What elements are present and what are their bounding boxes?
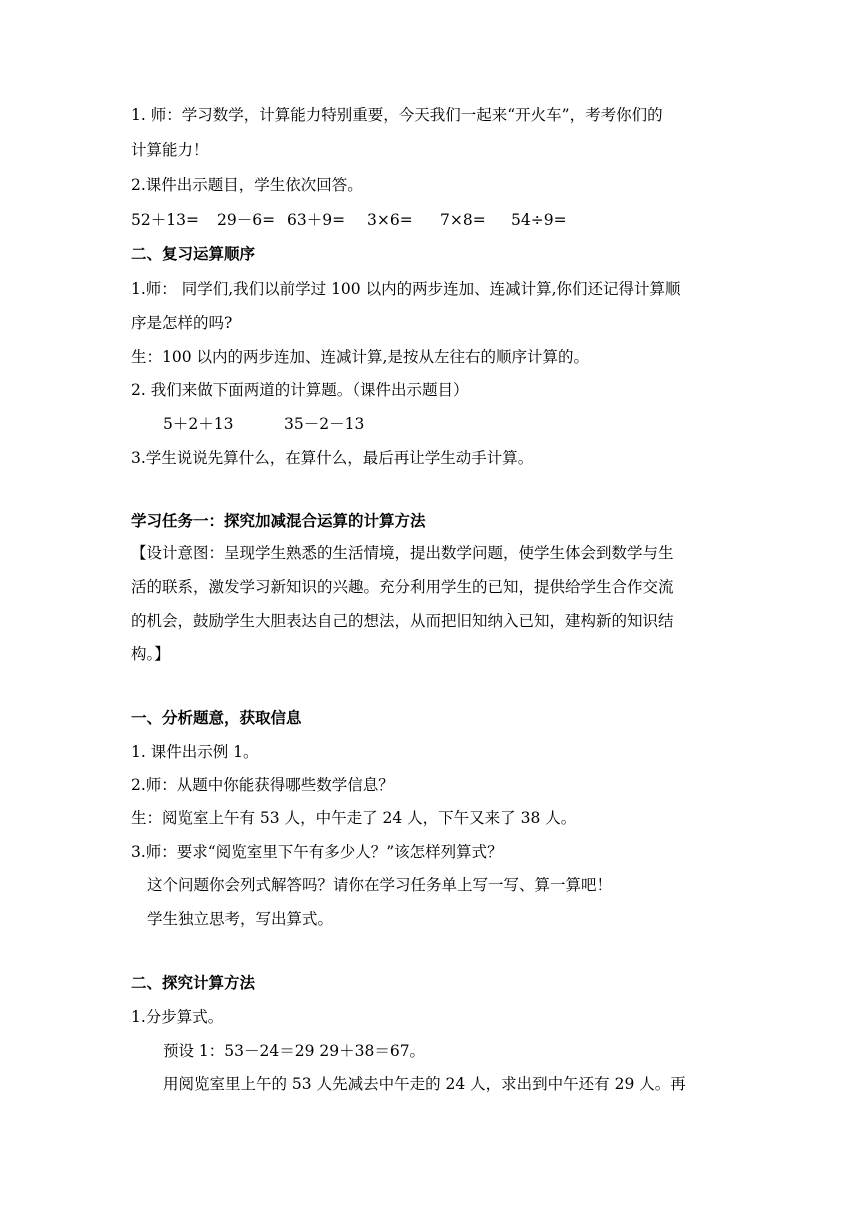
review-problems xyxy=(163,413,364,435)
section-heading: 二、探究计算方法 xyxy=(131,973,256,992)
text-line: 1. 师：学习数学，计算能力特别重要，今天我们一起来“开火车”，考考你们的 xyxy=(131,106,663,124)
section-heading: 二、复习运算顺序 xyxy=(131,244,256,263)
text-line: 3.学生说说先算什么，在算什么，最后再让学生动手计算。 xyxy=(131,449,534,467)
text-line: 计算能力！ xyxy=(131,141,209,159)
text-line: 2. 我们来做下面两道的计算题。（课件出示题目） xyxy=(131,381,469,399)
text-line: 1.师： 同学们,我们以前学过 100 以内的两步连加、连减计算,你们还记得计算顺 xyxy=(131,280,681,298)
text-line: 3.师：要求“阅览室里下午有多少人？”该怎样列算式？ xyxy=(131,843,503,861)
text-line: 预设 1：53－24＝29 29＋38＝67。 xyxy=(163,1042,426,1060)
equation: 3×6= xyxy=(367,211,413,229)
task-heading: 学习任务一：探究加减混合运算的计算方法 xyxy=(131,511,426,530)
text-line: 2.师：从题中你能获得哪些数学信息？ xyxy=(131,776,394,794)
text-line: 序是怎样的吗? xyxy=(131,314,233,332)
text-line: 学生独立思考，写出算式。 xyxy=(147,910,334,928)
equation: 29－6= xyxy=(217,211,276,229)
section-heading: 一、分析题意，获取信息 xyxy=(131,708,302,727)
problem: 35－2－13 xyxy=(284,415,365,433)
text-line: 这个问题你会列式解答吗？请你在学习任务单上写一写、算一算吧！ xyxy=(147,876,613,894)
oral-calc-equations xyxy=(131,209,567,231)
text-line: 2.课件出示题目，学生依次回答。 xyxy=(131,176,363,194)
equation: 54÷9= xyxy=(511,211,567,229)
design-intent: 【设计意图：呈现学生熟悉的生活情境，提出数学问题，使学生体会到数学与生 xyxy=(131,544,674,562)
equation: 63＋9= xyxy=(287,211,346,229)
design-intent: 活的联系，激发学习新知识的兴趣。充分利用学生的已知，提供给学生合作交流 xyxy=(131,578,674,596)
problem: 5＋2＋13 xyxy=(163,415,234,433)
equation: 52＋13= xyxy=(131,211,199,229)
text-line: 生：阅览室上午有 53 人，中午走了 24 人，下午又来了 38 人。 xyxy=(131,809,577,827)
design-intent: 构。】 xyxy=(131,645,170,663)
text-line: 用阅览室里上午的 53 人先减去中午走的 24 人，求出到中午还有 29 人。再 xyxy=(163,1075,686,1093)
design-intent: 的机会，鼓励学生大胆表达自己的想法，从而把旧知纳入已知，建构新的知识结 xyxy=(131,612,674,630)
equation: 7×8= xyxy=(440,211,486,229)
text-line: 生：100 以内的两步连加、连减计算,是按从左往右的顺序计算的。 xyxy=(131,348,589,366)
text-line: 1.分步算式。 xyxy=(131,1008,224,1026)
text-line: 1. 课件出示例 1。 xyxy=(131,743,259,761)
